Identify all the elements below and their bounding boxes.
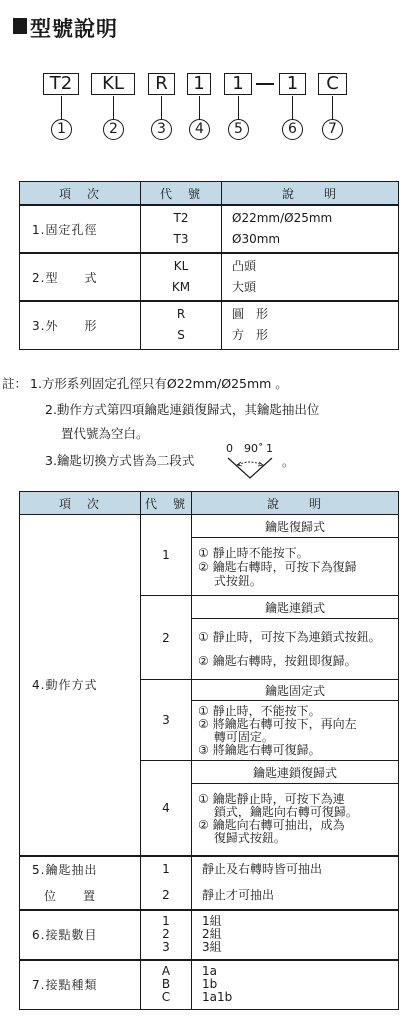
code-cell: 3 <box>141 680 192 761</box>
note-2a: 2.動作方式第四項鑰匙連鎖復歸式，其鑰匙抽出位 <box>45 402 320 417</box>
mode-desc: ① 靜止時，不能按下。 ② 將鑰匙右轉可按下，再向左 轉可固定。 ③ 將鑰匙右轉可復歸。 <box>192 701 399 761</box>
code-cell: 2 <box>141 881 192 909</box>
code-cell: 1 <box>141 515 192 596</box>
spec-table-2 <box>19 491 399 1010</box>
code-connector <box>238 96 239 120</box>
title-marker <box>13 18 27 34</box>
code-cell: KL KM <box>141 253 222 301</box>
row-label-action: 4.動作方式 <box>20 515 141 856</box>
desc-cell: 靜止及右轉時皆可抽出 <box>192 856 399 882</box>
code-number-5: 5 <box>228 119 249 140</box>
code-cell: T2 T3 <box>141 205 222 253</box>
header-code: 代 號 <box>141 492 192 515</box>
code-box-4: 1 <box>187 73 211 95</box>
header-code: 代 號 <box>141 182 222 206</box>
code-box-6: 1 <box>279 73 306 95</box>
code-cell: 1 2 3 <box>141 910 192 960</box>
row-label: 3.外 形 <box>20 301 141 349</box>
code-box-t2: T2 <box>43 73 79 95</box>
notes-prefix: 註： <box>2 376 28 391</box>
mode-title: 鑰匙連鎖式 <box>192 596 399 619</box>
angle-label-1: 1 <box>266 442 273 455</box>
code-number-7: 7 <box>322 119 343 140</box>
header-item: 項 次 <box>20 492 141 515</box>
header-desc: 說 明 <box>222 182 399 206</box>
row-label-contacts: 6.接點數目 <box>20 910 141 960</box>
desc-cell: 1a 1b 1a1b <box>192 960 399 1010</box>
desc-cell: 1組 2組 3組 <box>192 910 399 960</box>
code-connector <box>292 96 293 120</box>
mode-title: 鑰匙復歸式 <box>192 515 399 538</box>
code-connector <box>61 96 62 120</box>
code-connector <box>332 96 333 120</box>
code-box-5: 1 <box>224 73 252 95</box>
angle-label-90: 90˚ <box>244 442 264 455</box>
code-cell: R S <box>141 301 222 349</box>
row-label: 1.固定孔徑 <box>20 205 141 253</box>
code-box-r: R <box>148 73 175 95</box>
code-number-3: 3 <box>151 119 172 140</box>
note-3-period: 。 <box>282 454 295 469</box>
spec-table-1 <box>19 181 399 350</box>
desc-cell: 靜止才可抽出 <box>192 881 399 909</box>
mode-desc: ① 鑰匙靜止時，可按下為連 鎖式，鑰匙向右轉可復歸。 ② 鑰匙向右轉可抽出，成為 復歸式按鈕。 <box>192 784 399 856</box>
note-2b: 置代號為空白。 <box>61 426 149 441</box>
code-number-2: 2 <box>103 119 124 140</box>
note-3: 3.鑰匙切換方式皆為二段式 <box>45 453 195 468</box>
code-connector <box>199 96 200 120</box>
code-cell: 1 <box>141 856 192 882</box>
desc-cell: Ø22mm/Ø25mm Ø30mm <box>222 205 399 253</box>
angle-label-0: 0 <box>226 442 233 455</box>
page-title: 型號說明 <box>30 17 118 41</box>
code-number-6: 6 <box>282 119 303 140</box>
header-item: 項 次 <box>20 182 141 206</box>
mode-title: 鑰匙固定式 <box>192 680 399 701</box>
row-label-contact-type: 7.接點種類 <box>20 960 141 1010</box>
mode-title: 鑰匙連鎖復歸式 <box>192 761 399 784</box>
code-number-1: 1 <box>51 119 72 140</box>
header-desc: 說 明 <box>192 492 399 515</box>
code-box-c: C <box>318 73 347 95</box>
switch-angle-icon <box>226 456 276 482</box>
code-cell: 2 <box>141 596 192 680</box>
code-cell: A B C <box>141 960 192 1010</box>
row-label: 2.型 式 <box>20 253 141 301</box>
note-1: 1.方形系列固定孔徑只有Ø22mm/Ø25mm 。 <box>30 376 288 391</box>
code-cell: 4 <box>141 761 192 856</box>
code-connector <box>161 96 162 120</box>
desc-cell: 凸頭 大頭 <box>222 253 399 301</box>
code-dash <box>256 83 274 85</box>
row-label-extract: 5.鑰匙抽出 位 置 <box>20 856 141 910</box>
code-number-4: 4 <box>189 119 210 140</box>
desc-cell: 圓 形 方 形 <box>222 301 399 349</box>
mode-desc: ① 靜止時不能按下。 ② 鑰匙右轉時，可按下為復歸 式按鈕。 <box>192 538 399 596</box>
mode-desc: ① 靜止時，可按下為連鎖式按鈕。 ② 鑰匙右轉時，按鈕即復歸。 <box>192 619 399 680</box>
code-box-kl: KL <box>91 73 135 95</box>
code-connector <box>113 96 114 120</box>
